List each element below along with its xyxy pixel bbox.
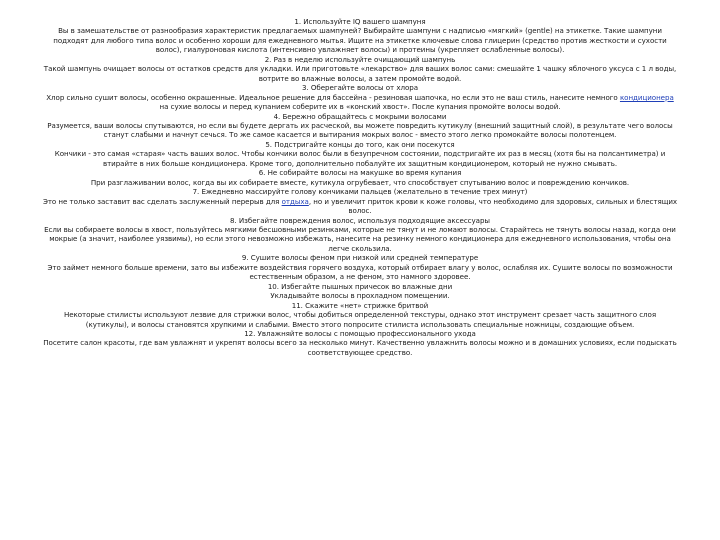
- section-12-heading: 12. Увлажняйте волосы с помощью профессионального ухода: [244, 328, 476, 338]
- article: [42, 17, 678, 357]
- rest-link[interactable]: отдыха: [281, 196, 309, 206]
- section-5-heading: 5. Подстригайте концы до того, как они посекутся: [265, 139, 455, 149]
- section-9-heading: 9. Сушите волосы феном при низкой или средней температуре: [241, 253, 479, 263]
- section-4-heading: 4. Бережно обращайтесь с мокрыми волосами: [273, 111, 447, 121]
- section-7-heading: 7. Ежедневно массируйте голову кончиками пальцев (желательно в течение трех минут): [192, 187, 528, 197]
- section-9-body: Это займет немного больше времени, зато вы избежите воздействия горячего воздуха, который отбирает влагу у волос, ослабляя их. Сушите волосы по возможности естественным образом, а не феном, это намного здоровее.: [47, 262, 673, 282]
- section-10-body: Укладывайте волосы в прохладном помещении.: [270, 291, 450, 301]
- section-4-body: Разумеется, ваши волосы спутываются, но если вы будете дергать их расческой, вы можете повредить кутикулу (внешний защитный слой), в результате чего волосы станут слабыми и начнут сечься. То же самое касается и вытирания мокрых волос - вместо этого легко промокайте волосы полотенцем.: [47, 120, 673, 140]
- section-8-heading: 8. Избегайте повреждения волос, используя подходящие аксессуары: [230, 215, 490, 225]
- section-2-heading: 2. Раз в неделю используйте очищающий шампунь: [264, 54, 456, 64]
- section-3-body: [42, 93, 678, 112]
- section-5-body: Кончики - это самая «старая» часть ваших волос. Чтобы кончики волос были в безупречном состоянии, подстригайте их раз в месяц (хотя бы на полсантиметра) и втирайте в них больше кондиционера. Кроме того, дополнительно побалуйте их защитным кондиционером, который не нужно смывать.: [54, 149, 666, 168]
- section-10-heading: 10. Избегайте пышных причесок во влажные дни: [267, 281, 453, 291]
- section-1-body: Вы в замешательстве от разнообразия характеристик предлагаемых шампуней? Выбирайте шампуни с надписью «мягкий» (gentle) на этикетке. Такие шампуни подходят для любого типа волос и особенно хороши для ежедневного мытья. Ищите на этикетке ключевые слова глицерин (средство против жесткости и сухости волос), гиалуроновая кислота (интенсивно увлажняет волосы) и протеины (укрепляет ослабленные волосы).: [53, 26, 667, 55]
- section-7-body-part-1: Это не только заставит вас сделать заслуженный перерыв для: [42, 196, 282, 206]
- section-8-body: Если вы собираете волосы в хвост, пользуйтесь мягкими бесшовными резинками, которые не тянут и не ломают волосы. Старайтесь не тянуть волосы назад, когда они мокрые (а значит, наиболее уязвимы), но если этого невозможно избежать, нанесите на резинку немного кондиционера для ежедневного использования, чтобы она легче скользила.: [44, 224, 676, 253]
- section-6-heading: 6. Не собирайте волосы на макушке во время купания: [258, 168, 462, 178]
- section-3-heading: 3. Оберегайте волосы от хлора: [302, 83, 418, 93]
- section-6-body: При разглаживании волос, когда вы их собираете вместе, кутикула огрубевает, что способствует спутыванию волос и повреждению кончиков.: [90, 177, 630, 187]
- section-1-heading: 1. Используйте IQ вашего шампуня: [294, 17, 426, 26]
- section-3-body-part-2: на сухие волосы и перед купанием соберите их в «конский хвост». После купания промойте волосы водой.: [159, 102, 561, 112]
- section-11-heading: 11. Скажите «нет» стрижке бритвой: [291, 300, 429, 310]
- section-12-body: Посетите салон красоты, где вам увлажнят и укрепят волосы всего за несколько минут. Качественно увлажнить волосы можно и в домашних условиях, если подыскать соответствующее средство.: [43, 338, 677, 357]
- section-2-body: Такой шампунь очищает волосы от остатков средств для укладки. Или приготовьте «лекарство» для ваших волос сами: смешайте 1 чашку яблочного уксуса с 1 л воды, вотрите во влажные волосы, а затем промойте водой.: [43, 64, 677, 83]
- section-11-body: Некоторые стилисты используют лезвие для стрижки волос, чтобы добиться определенной текстуры, однако этот инструмент срезает часть защитного слоя (кутикулы), и волосы становятся хрупкими и слабыми. Вместо этого попросите стилиста использовать специальные ножницы, создающие объем.: [63, 310, 657, 329]
- section-7-body: [42, 197, 678, 216]
- conditioner-link[interactable]: кондиционера: [619, 92, 674, 102]
- section-7-body-part-2: , но и увеличит приток крови к коже головы, что необходимо для здоровых, сильных и блестящих волос.: [308, 196, 678, 216]
- section-3-body-part-1: Хлор сильно сушит волосы, особенно окрашенные. Идеальное решение для бассейна - резиновая шапочка, но если это не ваш стиль, нанесите немного: [46, 92, 620, 102]
